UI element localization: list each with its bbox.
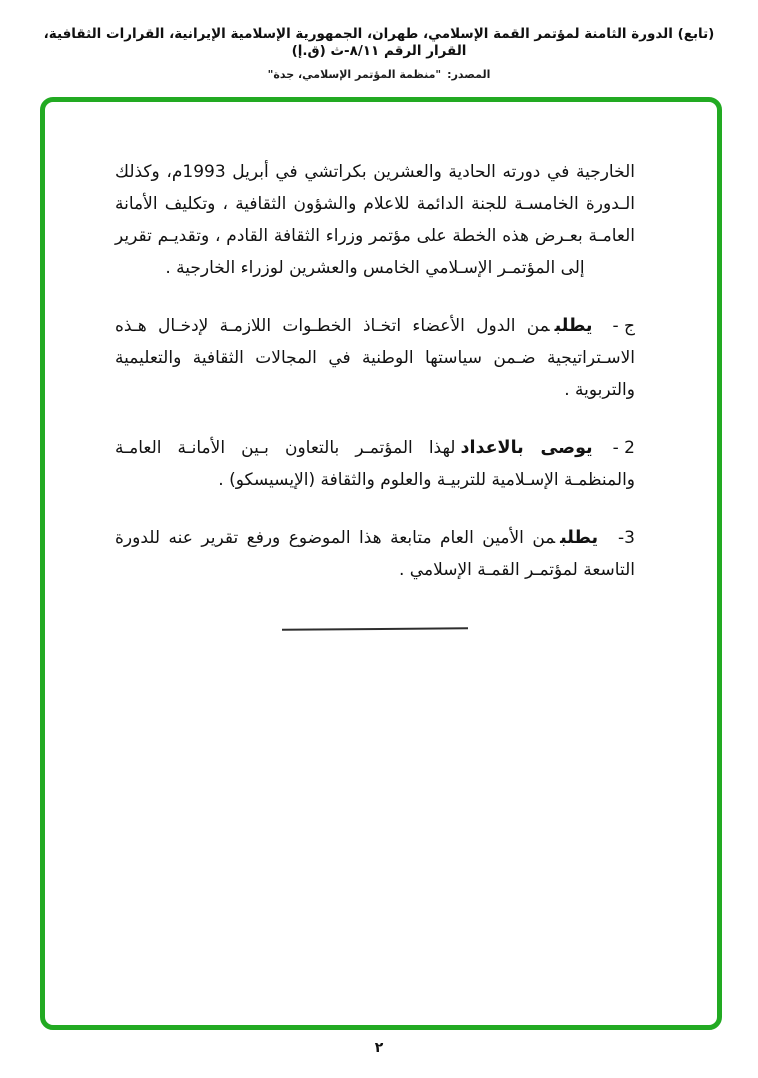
list-item-2 bbox=[115, 432, 635, 496]
item-lead-word: يوصى بالاعداد bbox=[460, 438, 593, 458]
item-text: من الدول الأعضاء اتخـاذ الخطـوات اللازمـة لإدخـال هـذه الاسـتراتيجية ضـمن سياستها الوطنية في المجالات الثقافية والتعليمية والتربوية . bbox=[115, 316, 635, 400]
source-value: "منظمة المؤتمر الإسلامي، جدة" bbox=[267, 67, 442, 81]
header-title: (تابع) الدورة الثامنة لمؤتمر القمة الإسلامي، طهران، الجمهورية الإسلامية الإيرانية، القرارات الثقافية، القرار الرقم ٨/١١-ث (ق.إ) bbox=[43, 26, 715, 59]
section-end-rule bbox=[282, 627, 468, 631]
item-marker-jeem: ج - bbox=[612, 316, 635, 336]
list-item-jeem bbox=[115, 310, 635, 406]
paragraph-continuation: الخارجية في دورته الحادية والعشرين بكراتشي في أبريل 1993م، وكذلك الـدورة الخامسـة للجنة الدائمة للاعلام والشؤون الثقافية ، وتكليف الأمانة العامـة بعـرض هذه الخطة على مؤتمر وزراء الثقافة القادم ، وتقديـم تقرير إلى المؤتمـر الإسـلامي الخامس والعشرين لوزراء الخارجية . bbox=[115, 162, 635, 278]
document-body bbox=[45, 102, 717, 630]
list-item-3 bbox=[115, 522, 635, 586]
header-source-line bbox=[0, 68, 758, 81]
item-lead-word: يطلب bbox=[554, 316, 593, 336]
document-header bbox=[0, 26, 758, 81]
item-marker-2: 2 - bbox=[612, 438, 635, 458]
content-border-box bbox=[40, 97, 722, 1030]
item-text: لهذا المؤتمـر بالتعاون بـين الأمانـة العامـة والمنظمـة الإسـلامية للتربيـة والعلوم والثقافة (الإيسيسكو) . bbox=[115, 438, 635, 490]
item-text: من الأمين العام متابعة هذا الموضوع ورفع تقرير عنه للدورة التاسعة لمؤتمـر القمـة الإسلامي . bbox=[115, 528, 635, 580]
page-number: ٢ bbox=[374, 1040, 384, 1056]
source-label: المصدر: bbox=[447, 67, 491, 81]
item-marker-3: 3- bbox=[618, 528, 635, 548]
item-lead-word: يطلب bbox=[560, 528, 599, 548]
